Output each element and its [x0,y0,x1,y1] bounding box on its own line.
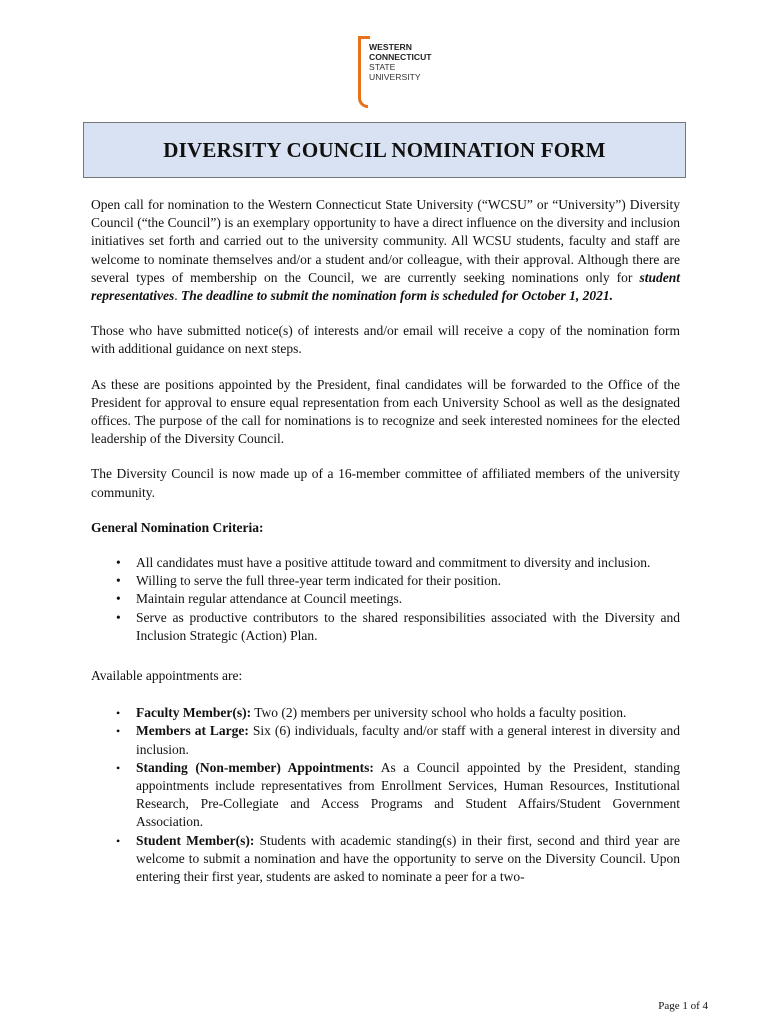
criteria-list [91,554,680,645]
appointment-label: Faculty Member(s): [136,705,252,721]
appointment-process-paragraph: As these are positions appointed by the President, final candidates will be forwarded to the Office of the President for approval to ensure equal representation from each University School as well as the designated offices. The purpose of the call for nominations is to recognize and seek interested nominees for the elected leadership of the Diversity Council. [91,376,680,447]
appointment-label: Standing (Non-member) Appointments: [136,759,374,775]
logo-line-4: UNIVERSITY [369,72,421,82]
criteria-item: • Willing to serve the full three-year term indicated for their position. [136,572,680,590]
appointment-item [136,832,680,887]
criteria-item: • Serve as productive contributors to the shared responsibilities associated with the Diversity and Inclusion Strategic (Action) Plan. [136,609,680,645]
logo-line-3: STATE [369,62,396,72]
intro-paragraph [91,196,680,305]
intro-deadline: The deadline to submit the nomination form is scheduled for October 1, 2021. [181,288,614,304]
appointments-intro: Available appointments are: [91,668,243,684]
appointment-text: Students with academic standing(s) in their first, second and third year are welcome to submit a nomination and have the opportunity to serve on the Diversity Council. Upon entering their first year, students are asked to nominate a peer for a two- [136,832,680,885]
appointment-label: Members at Large: [136,723,249,739]
appointment-text: Two (2) members per university school who holds a faculty position. [251,705,627,721]
title-banner [83,122,686,178]
appointment-item [136,704,680,722]
page-title: DIVERSITY COUNCIL NOMINATION FORM [163,137,606,162]
appointment-item [136,722,680,758]
intro-text: Open call for nomination to the Western Connecticut State University (“WCSU” or “University”) Diversity Council (“the Council”) is an exemplary opportunity to have a direct influence on the diversity and inclusion initiatives set forth and carried out to the university community. All WCSU students, faculty and staff are welcome to nominate themselves and/or a student and/or colleague, with their approval. Although there are several types of membership on the Council, we are currently seeking nominations only for [91,197,680,285]
logo-bracket-shape [358,36,368,108]
logo-line-2: CONNECTICUT [369,52,432,62]
logo-wordmark [369,42,432,82]
intro-period: . [174,288,181,304]
logo-line-1: WESTERN [369,42,412,52]
appointment-text: Six (6) individuals, faculty and/or staff with a general interest in diversity and inclusion. [136,723,680,757]
criteria-item: • Maintain regular attendance at Council meetings. [136,590,680,608]
appointment-label: Student Member(s): [136,832,255,848]
page-number: Page 1 of 4 [658,1000,708,1012]
appointments-list [91,704,680,886]
intro-emphasis-students: student representatives [91,269,680,304]
logo-accent-tick [362,36,370,39]
council-size-paragraph: The Diversity Council is now made up of a 16-member committee of affiliated members of the university community. [91,466,680,500]
appointment-item [136,759,680,832]
document-body [91,196,680,886]
criteria-heading: General Nomination Criteria: [91,519,264,535]
criteria-item: • All candidates must have a positive attitude toward and commitment to diversity and inclusion. [136,554,680,572]
wcsu-logo [358,36,438,110]
notice-paragraph: Those who have submitted notice(s) of interests and/or email will receive a copy of the nomination form with additional guidance on next steps. [91,323,680,357]
appointment-text: As a Council appointed by the President, standing appointments include representatives from Enrollment Services, Human Resources, Institutional Research, Pre-Collegiate and Access Programs and Student Affairs/Student Government Association. [136,759,681,830]
